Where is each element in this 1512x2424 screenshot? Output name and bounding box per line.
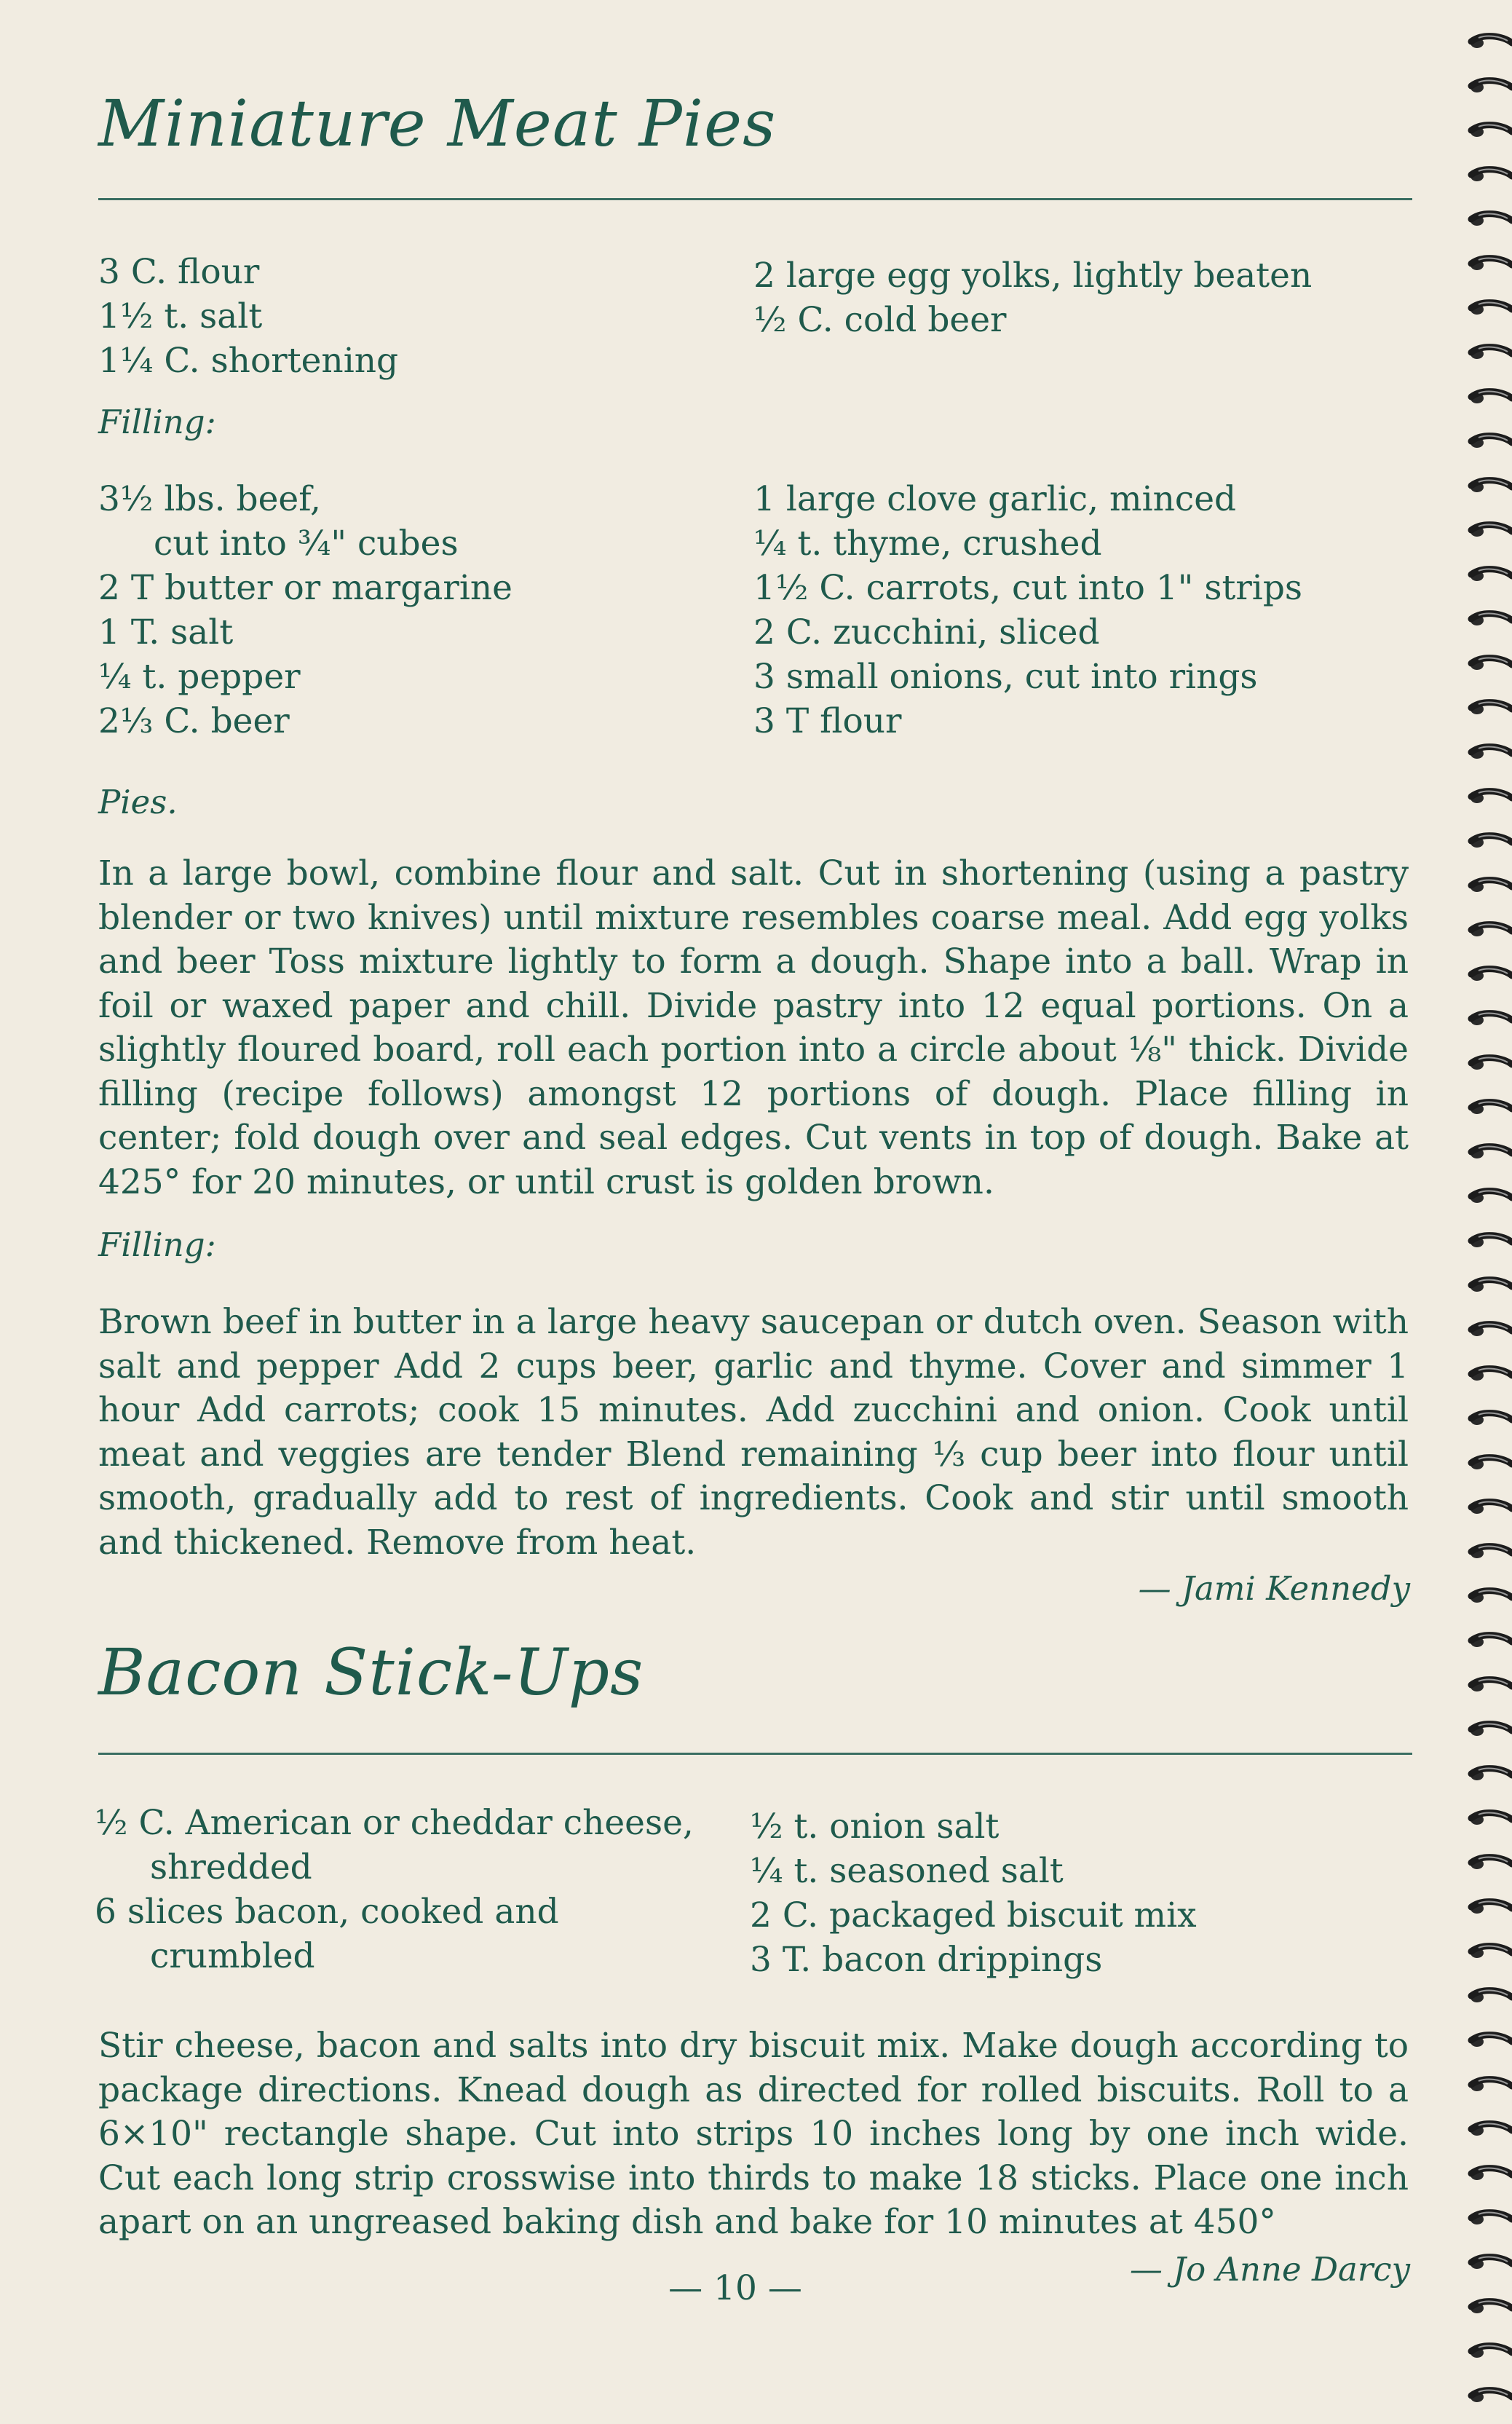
spiral-coil-icon	[1471, 569, 1512, 581]
ingredient-line: ½ C. cold beer	[753, 300, 1007, 340]
ingredient-line: shredded	[150, 1847, 312, 1887]
ingredient-line: 2 C. packaged biscuit mix	[750, 1895, 1197, 1935]
spiral-coil-icon	[1471, 302, 1512, 315]
spiral-coil-icon	[1471, 1679, 1512, 1691]
ingredient-line: crumbled	[150, 1936, 315, 1976]
spiral-coil-icon	[1471, 1857, 1512, 1869]
spiral-coil-icon	[1471, 1768, 1512, 1780]
page-number: — 10 —	[668, 2268, 802, 2308]
ingredient-line: ¼ t. pepper	[98, 657, 301, 697]
spiral-coil-icon	[1471, 2079, 1512, 2091]
title-divider	[98, 198, 1412, 200]
ingredient-line: 2 C. zucchini, sliced	[753, 612, 1100, 652]
ingredient-line: ½ C. American or cheddar cheese,	[95, 1803, 694, 1843]
spiral-coil-icon	[1471, 613, 1512, 625]
spiral-coil-icon	[1471, 1368, 1512, 1381]
spiral-coil-icon	[1471, 2301, 1512, 2313]
spiral-coil-icon	[1471, 524, 1512, 537]
spiral-coil-icon	[1471, 80, 1512, 92]
recipe-attribution: — Jami Kennedy	[1138, 1569, 1410, 1608]
ingredient-line: 1½ t. salt	[98, 296, 263, 336]
spiral-coil-icon	[1471, 1324, 1512, 1336]
spiral-coil-icon	[1471, 658, 1512, 670]
spiral-coil-icon	[1471, 1990, 1512, 2002]
pies-directions: In a large bowl, combine flour and salt. Cut in shortening (using a pastry blender or two knives) until mixture resembles coarse meal. Add egg yolks and beer Toss mixture lightly to form a dough. Shape into a ball. Wrap in foil or waxed paper and chill. Divide pastry into 12 equal portions. On a slightly floured board, roll each portion into a circle about ⅛" thick. Divide filling (recipe follows) amongst 12 portions of dough. Place filling in center; fold dough over and seal edges. Cut vents in top of dough. Bake at 425° for 20 minutes, or until crust is golden brown.	[98, 853, 1409, 1202]
spiral-coil-icon	[1471, 746, 1512, 759]
spiral-coil-icon	[1471, 791, 1512, 803]
spiral-coil-icon	[1471, 2212, 1512, 2224]
spiral-coil-icon	[1471, 1102, 1512, 1114]
ingredient-line: 6 slices bacon, cooked and	[95, 1892, 559, 1932]
ingredient-line: ¼ t. thyme, crushed	[753, 524, 1102, 564]
ingredients-left-column	[95, 1801, 694, 1978]
spiral-coil-icon	[1471, 1501, 1512, 1514]
spiral-coil-icon	[1471, 968, 1512, 981]
ingredients-right-column	[750, 1804, 1197, 1982]
ingredient-line: 3 T flour	[753, 701, 902, 741]
ingredient-line: 2⅓ C. beer	[98, 701, 290, 741]
spiral-coil-icon	[1471, 1812, 1512, 1825]
spiral-coil-icon	[1471, 1724, 1512, 1736]
ingredient-line: 1 T. salt	[98, 612, 234, 652]
ingredient-line: 3 T. bacon drippings	[750, 1940, 1103, 1980]
spiral-coil-icon	[1471, 1235, 1512, 1247]
ingredient-line: ½ t. onion salt	[750, 1807, 1000, 1847]
spiral-coil-icon	[1471, 1635, 1512, 1647]
spiral-coil-icon	[1471, 36, 1512, 48]
filling-directions: Brown beef in butter in a large heavy saucepan or dutch oven. Season with salt and pepper Add 2 cups beer, garlic and thyme. Cover and simmer 1 hour Add carrots; cook 15 minutes. Add zucchini and onion. Cook until meat and veggies are tender Blend remaining ⅓ cup beer into flour until smooth, gradually add to rest of ingredients. Cook and stir until smooth and thickened. Remove from heat.	[98, 1302, 1409, 1563]
spiral-coil-icon	[1471, 2034, 1512, 2047]
filling-directions-heading: Filling:	[98, 1225, 216, 1264]
spiral-coil-icon	[1471, 1057, 1512, 1070]
ingredient-line: 2 large egg yolks, lightly beaten	[753, 256, 1313, 296]
spiral-coil-icon	[1471, 1590, 1512, 1603]
spiral-coil-icon	[1471, 1013, 1512, 1025]
spiral-coil-icon	[1471, 1413, 1512, 1425]
spiral-coil-icon	[1471, 258, 1512, 270]
spiral-coil-icon	[1471, 213, 1512, 226]
spiral-coil-icon	[1471, 2345, 1512, 2358]
spiral-coil-icon	[1471, 1457, 1512, 1469]
spiral-coil-icon	[1471, 169, 1512, 181]
spiral-coil-icon	[1471, 924, 1512, 936]
ingredient-line: cut into ¾" cubes	[154, 524, 459, 564]
filling-heading: Filling:	[98, 403, 216, 441]
recipe-title-bacon-stick-ups: Bacon Stick-Ups	[98, 1635, 644, 1710]
recipe-attribution: — Jo Anne Darcy	[1129, 2250, 1410, 2289]
ingredient-line: 3 small onions, cut into rings	[753, 657, 1258, 697]
spiral-coil-icon	[1471, 2257, 1512, 2269]
ingredient-line: ¼ t. seasoned salt	[750, 1851, 1064, 1891]
spiral-coil-icon	[1471, 1146, 1512, 1158]
spiral-coil-icon	[1471, 1946, 1512, 1958]
spiral-binding-icon	[1461, 0, 1512, 2424]
ingredient-line: 1 large clove garlic, minced	[753, 479, 1237, 519]
spiral-coil-icon	[1471, 2390, 1512, 2402]
ingredient-line: 3½ lbs. beef,	[98, 479, 321, 519]
ingredients-right-column	[753, 253, 1312, 342]
spiral-coil-icon	[1471, 1191, 1512, 1203]
title-divider	[98, 1753, 1412, 1755]
spiral-coil-icon	[1471, 835, 1512, 848]
spiral-coil-icon	[1471, 125, 1512, 137]
pies-heading: Pies.	[98, 783, 178, 821]
spiral-coil-icon	[1471, 1901, 1512, 1914]
ingredient-line: 1½ C. carrots, cut into 1" strips	[753, 568, 1303, 608]
spiral-coil-icon	[1471, 480, 1512, 492]
recipe-title-meat-pies: Miniature Meat Pies	[98, 86, 777, 161]
spiral-coil-icon	[1471, 2123, 1512, 2136]
spiral-coil-icon	[1471, 391, 1512, 403]
spiral-coil-icon	[1471, 1546, 1512, 1558]
filling-left-column	[98, 477, 512, 743]
bacon-directions: Stir cheese, bacon and salts into dry biscuit mix. Make dough according to package directions. Knead dough as directed for rolled biscuits. Roll to a 6×10" rectangle shape. Cut into strips 10 inches long by one inch wide. Cut each long strip crosswise into thirds to make 18 sticks. Place one inch apart on an ungreased baking dish and bake for 10 minutes at 450°	[98, 2026, 1409, 2242]
spiral-coil-icon	[1471, 347, 1512, 359]
ingredients-left-column	[98, 250, 398, 383]
filling-right-column	[753, 477, 1302, 743]
spiral-coil-icon	[1471, 1279, 1512, 1292]
ingredient-line: 2 T butter or margarine	[98, 568, 512, 608]
spiral-coil-icon	[1471, 2168, 1512, 2180]
spiral-coil-icon	[1471, 702, 1512, 714]
spiral-coil-icon	[1471, 880, 1512, 892]
ingredient-line: 1¼ C. shortening	[98, 341, 399, 381]
ingredient-line: 3 C. flour	[98, 252, 260, 292]
spiral-coil-icon	[1471, 435, 1512, 448]
